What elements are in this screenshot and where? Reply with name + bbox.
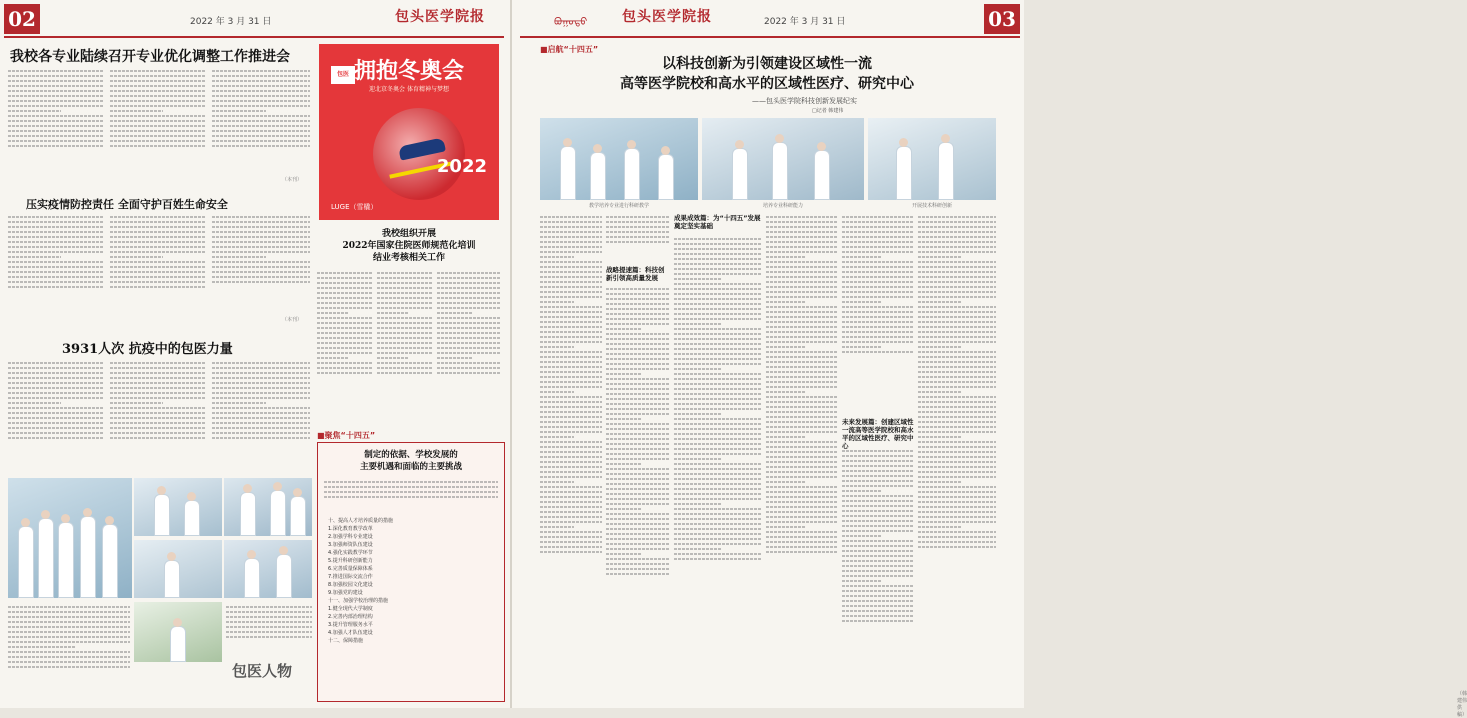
right-col4 xyxy=(766,214,838,694)
article4-headline-line1: 我校组织开展 xyxy=(381,229,436,239)
article3-col1 xyxy=(8,360,104,472)
issue-date: 2022 年 3 月 31 日 xyxy=(190,17,272,27)
list-item: 9.加强党的建设 xyxy=(328,590,363,596)
list-item: 3.加强师资队伍建设 xyxy=(328,542,373,548)
article4-headline-line3: 结业考核相关工作 xyxy=(372,253,445,263)
right-col5 xyxy=(842,448,914,694)
caption-3: 开展技术科研创新 xyxy=(911,203,952,209)
photo-ppe-staff xyxy=(224,478,312,536)
right-col1 xyxy=(540,214,602,694)
masthead-title: 包头医学院报 xyxy=(395,9,485,25)
list-item: 2.完善内部治理结构 xyxy=(328,614,373,620)
footer-credit: （韩建伟 供稿） xyxy=(1457,691,1467,718)
focus-box xyxy=(317,442,505,702)
article1-headline: 我校各专业陆续召开专业优化调整工作推进会 xyxy=(10,49,290,65)
list-item: 4.强化实践教学环节 xyxy=(328,550,373,556)
article2-end-mark: （本刊） xyxy=(282,317,303,323)
list-item: 十一、加强学校治理的措施 xyxy=(328,598,389,604)
winter-olympics-poster xyxy=(319,44,499,220)
photo-volunteers xyxy=(224,540,312,598)
page-number: 02 xyxy=(4,4,40,34)
focus-box-list xyxy=(328,517,498,645)
article1-end-mark: （本刊） xyxy=(282,177,303,183)
photo-sample-handling xyxy=(134,602,222,662)
focus-box-headline xyxy=(318,449,504,473)
article1-col3 xyxy=(212,68,310,180)
list-item: 3.提升管理服务水平 xyxy=(328,622,373,628)
article4-col2 xyxy=(377,270,433,420)
photo-swab-test xyxy=(134,478,222,536)
photo-research-training xyxy=(702,118,864,200)
subhead-strategy: 战略提速篇：科技创新引领高质量发展 xyxy=(606,266,665,282)
stamp-baoyi-renwu xyxy=(232,660,296,696)
photo-tech-innovation xyxy=(868,118,996,200)
focus-box-intro xyxy=(324,479,498,513)
main-headline-line2: 高等医学院校和高水平的区域性医疗、研究中心 xyxy=(620,76,914,92)
main-headline xyxy=(552,54,982,94)
list-item: 十、提高人才培养质量的措施 xyxy=(328,518,394,524)
article2-col2 xyxy=(110,214,206,322)
poster-subtitle: 迎北京冬奥会 体育精神与梦想 xyxy=(369,86,449,93)
focus-headline-line1: 制定的依据、学校发展的 xyxy=(364,450,458,460)
article4-headline xyxy=(319,228,499,264)
mongolian-masthead: ᠪᠤᠭᠤᠲᠤ xyxy=(554,17,588,28)
photo-lab-teaching xyxy=(540,118,698,200)
article3-headline: 3931人次 抗疫中的包医力量 xyxy=(62,342,233,357)
poster-title: 拥抱冬奥会 xyxy=(353,59,464,84)
list-item: 8.加强校园文化建设 xyxy=(328,582,373,588)
article1-col1 xyxy=(8,68,104,180)
photo-lab-work xyxy=(134,540,222,598)
caption-2: 培养专业科研能力 xyxy=(762,203,803,209)
poster-event: LUGE（雪橇） xyxy=(331,203,378,211)
focus-headline-line2: 主要机遇和面临的主要挑战 xyxy=(359,462,462,472)
article3-col3 xyxy=(212,360,310,472)
list-item: 1.健全现代大学制度 xyxy=(328,606,373,612)
article3-col5 xyxy=(226,604,312,658)
byline: □记者 韩建伟 xyxy=(812,108,844,114)
article2-col1 xyxy=(8,214,104,322)
right-col2-top xyxy=(606,214,670,262)
article1-col2 xyxy=(110,68,206,180)
focus-tag: ■聚焦“十四五” xyxy=(317,431,376,440)
right-page xyxy=(512,0,1467,718)
header-rule-right xyxy=(520,36,1020,38)
left-page xyxy=(0,0,512,708)
header-rule xyxy=(4,36,504,38)
list-item: 1.深化教育教学改革 xyxy=(328,526,373,532)
main-headline-line1: 以科技创新为引领建设区域性一流 xyxy=(662,56,872,72)
masthead-title-right: 包头医学院报 xyxy=(622,9,712,25)
article2-col3 xyxy=(212,214,310,318)
poster-year: 2022 xyxy=(436,156,487,177)
article4-col1 xyxy=(317,270,373,420)
article2-headline: 压实疫情防控责任 全面守护百姓生命安全 xyxy=(26,198,228,211)
poster-badge: 包医 xyxy=(331,66,355,84)
issue-date-right: 2022 年 3 月 31 日 xyxy=(764,17,846,27)
list-item: 2.加强学科专业建设 xyxy=(328,534,373,540)
article3-col2 xyxy=(110,360,206,472)
list-item: 4.加强人才队伍建设 xyxy=(328,630,373,636)
page-number-right: 03 xyxy=(984,4,1020,34)
deck-subtitle: ——包头医学院科技创新发展纪实 xyxy=(752,97,857,105)
subhead-future: 未来发展篇：创建区域性一流高等医学院校和高水平的区域性医疗、研究中心 xyxy=(842,418,914,450)
list-item: 6.完善质量保障体系 xyxy=(328,566,373,572)
list-item: 5.提升科研创新能力 xyxy=(328,558,373,564)
list-item: 十二、保障措施 xyxy=(328,638,364,644)
kicker-tag: ■启航“十四五” xyxy=(540,45,599,54)
stamp-text: 包医人物 xyxy=(232,662,293,680)
article3-col4 xyxy=(8,604,130,700)
photo-medical-team xyxy=(8,478,132,598)
subhead-results: 成果成效篇：为“十四五”发展奠定坚实基础 xyxy=(674,214,761,230)
caption-1: 教学培养专业进行科研教学 xyxy=(588,203,649,209)
right-col2 xyxy=(606,286,670,694)
article4-col3 xyxy=(437,270,501,420)
right-col5-top xyxy=(842,214,914,414)
list-item: 7.推进国际交流合作 xyxy=(328,574,373,580)
right-col6 xyxy=(918,214,996,684)
article4-headline-line2: 2022年国家住院医师规范化培训 xyxy=(342,241,476,251)
right-col3 xyxy=(674,236,762,694)
